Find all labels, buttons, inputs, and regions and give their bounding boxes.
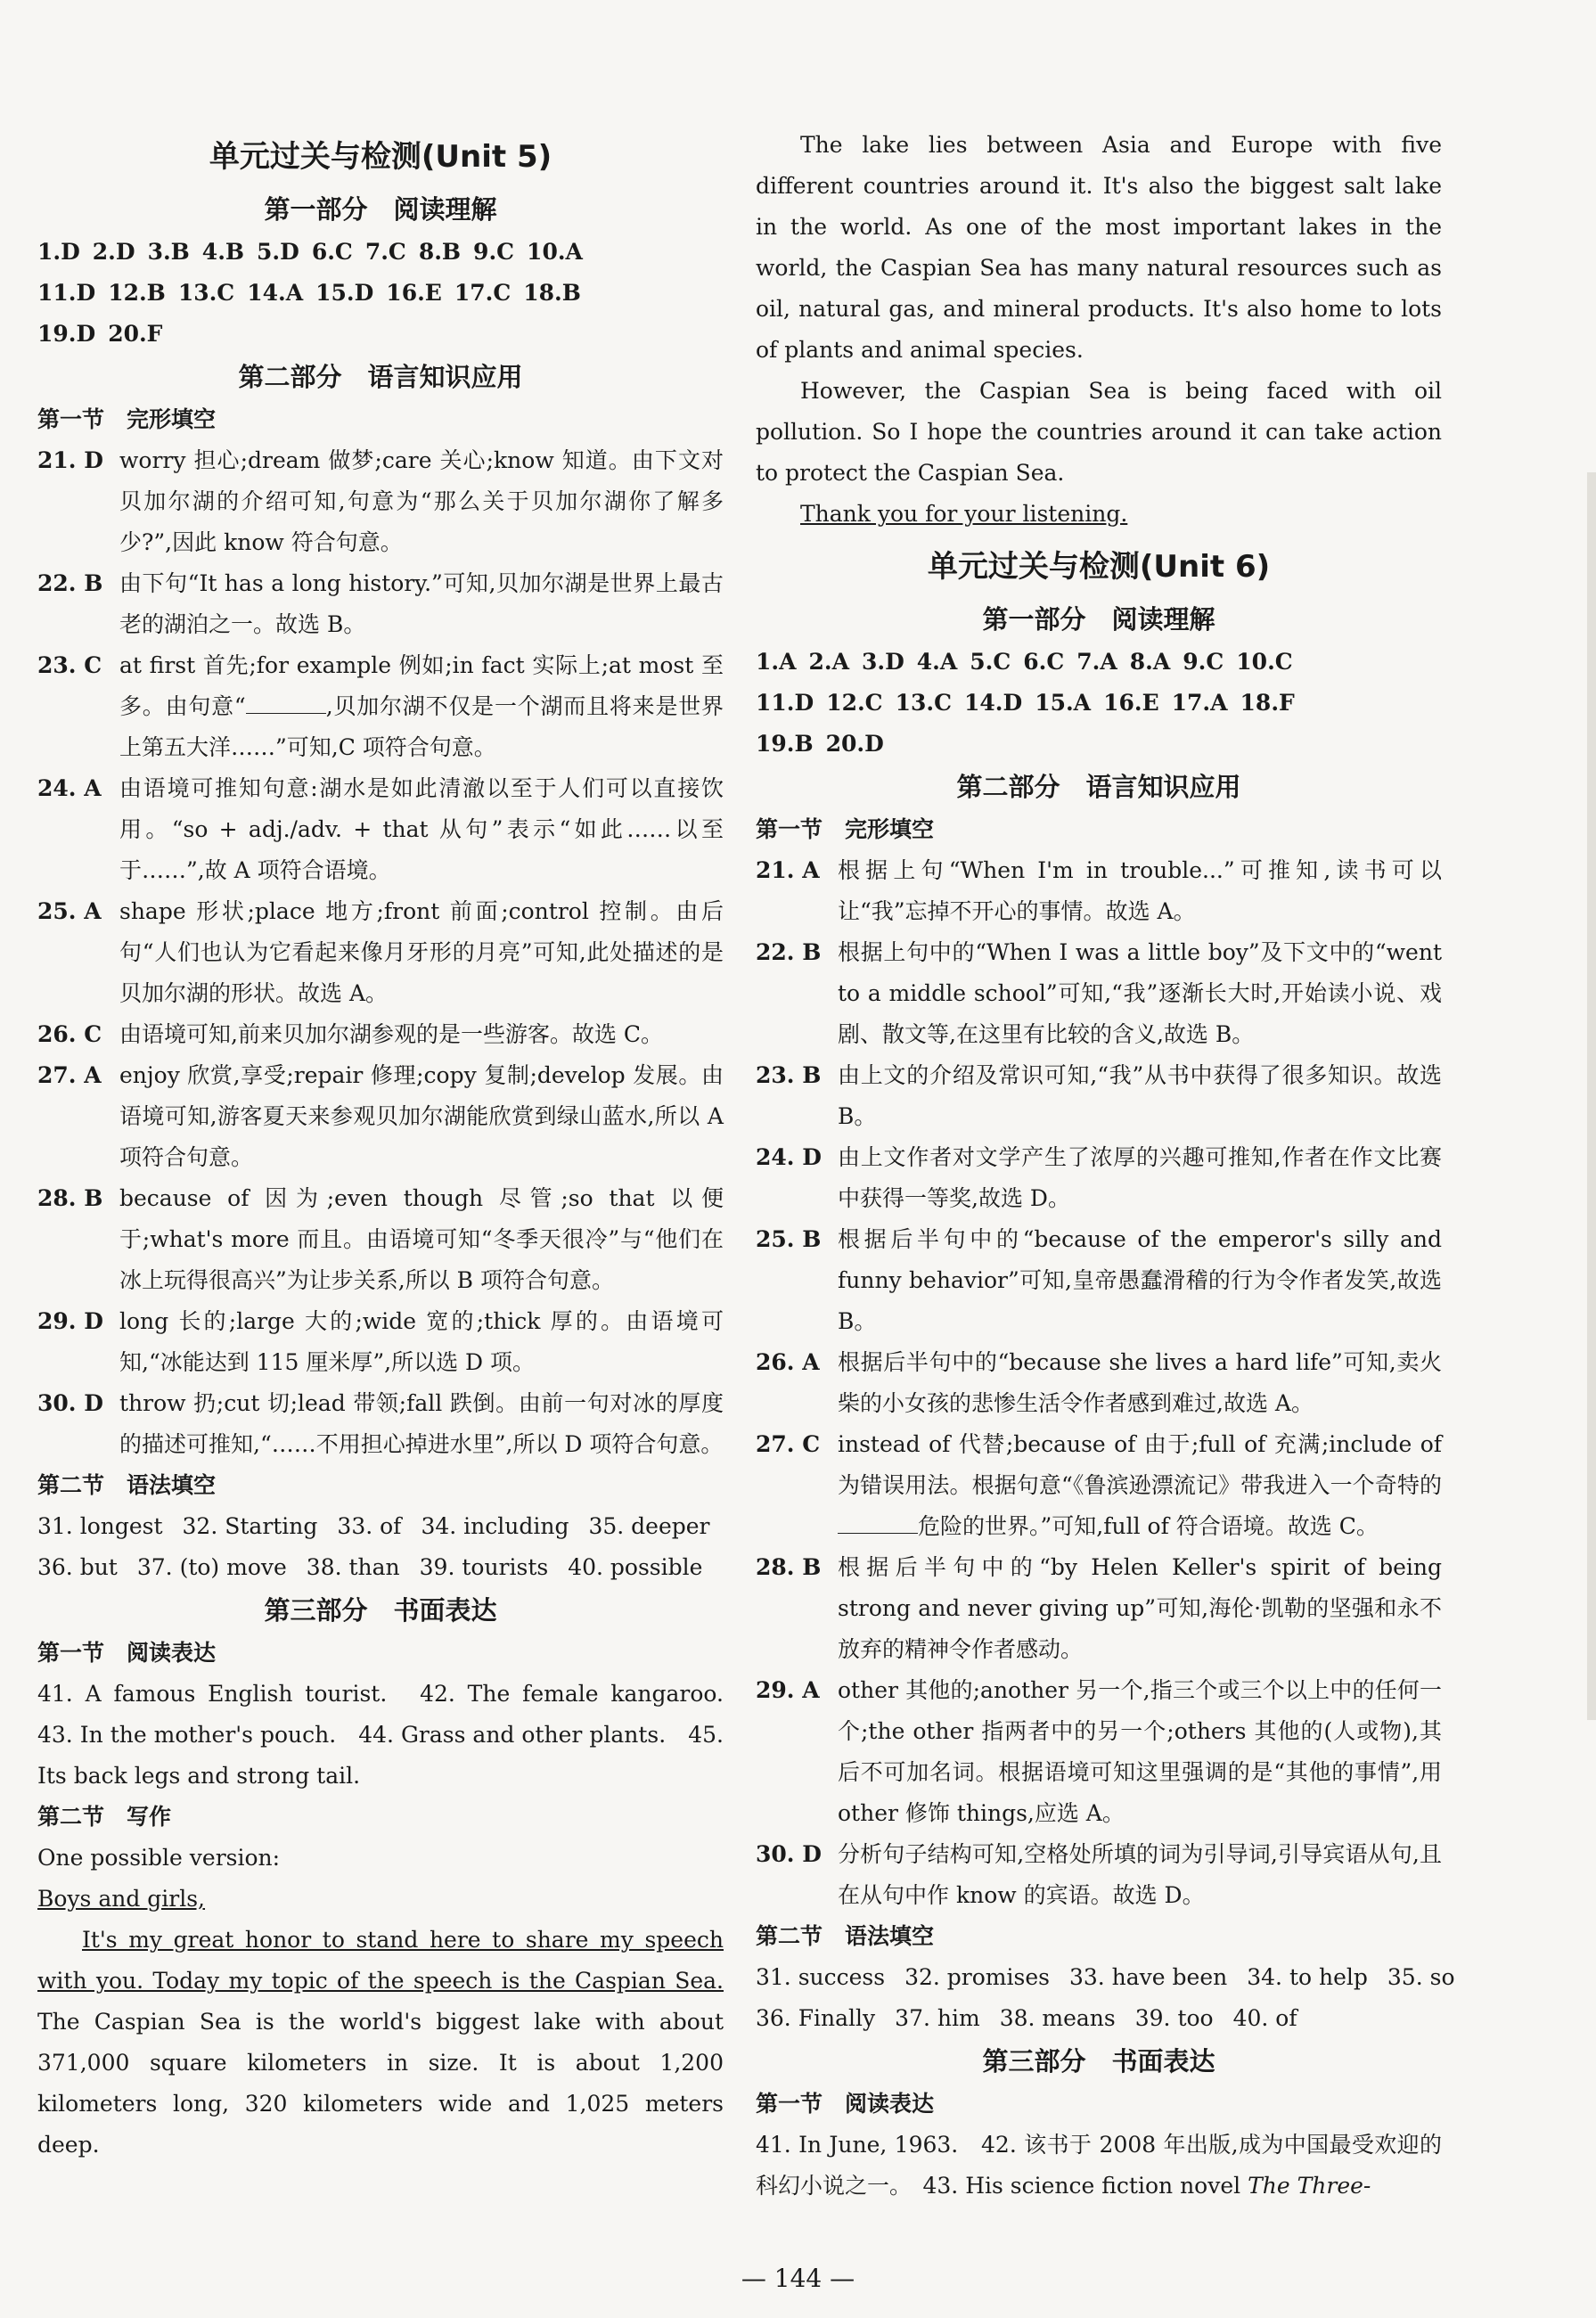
item-explanation: throw 扔;cut 切;lead 带领;fall 跌倒。由前一句对冰的厚度的描述可推知,“……不用担心掉进水里”,所以 D 项符合句意。 (119, 1390, 724, 1457)
answer: 19.B (756, 731, 814, 757)
answer: 11.D (756, 690, 814, 716)
essay-paragraph-2: The lake lies between Asia and Europe with five different countries around it. It's also the biggest salt lake in the world. As one of the most important lakes in the world, the Caspian Sea has many natural resources such as oil, natural gas, and mineral products. It's also home to lots of plants and animal species. (756, 132, 1442, 363)
unit5-cloze-title: 第一节 完形填空 (37, 406, 217, 432)
item-number: 24. D (756, 1144, 822, 1170)
grammar-answer: 40. of (1232, 2005, 1297, 2031)
reading-expression-answers: 41. A famous English tourist. 42. The female kangaroo. 43. In the mother's pouch. 44. Grass and other plants. 45. Its back legs and strong tail. (37, 1681, 747, 1789)
item-explanation (119, 645, 724, 768)
grammar-answer: 31. success (756, 1964, 886, 1990)
cloze-item (37, 1055, 724, 1178)
item-explanation: shape 形状;place 地方;front 前面;control 控制。由后句“人们也认为它看起来像月牙形的月亮”可知,此处描述的是贝加尔湖的形状。故选 A。 (119, 898, 724, 1006)
item-number: 24. A (37, 775, 102, 801)
grammar-answer: 35. deeper (588, 1513, 710, 1539)
item-explanation: 根据后半句中的“because of the emperor's silly and funny behavior”可知,皇帝愚蠢滑稽的行为令作者发笑,故选 B。 (838, 1226, 1442, 1334)
grammar-answer: 32. promises (904, 1964, 1050, 1990)
cloze-item (37, 440, 724, 563)
unit5-title: 单元过关与检测(Unit 5) (209, 139, 552, 175)
item-explanation: worry 担心;dream 做梦;care 关心;know 知道。由下文对贝加尔湖的介绍可知,句意为“那么关于贝加尔湖你了解多少?”,因此 know 符合句意。 (119, 447, 724, 555)
explanation-part: ,贝加尔湖不仅是一个湖而且将来是世界上第五大洋……”可知,C 项符合句意。 (119, 693, 724, 760)
grammar-row (37, 1547, 724, 1588)
grammar-answer: 36. Finally (756, 2005, 876, 2031)
answer-row (37, 314, 724, 355)
item-explanation: other 其他的;another 另一个,指三个或三个以上中的任何一个;the other 指两者中的另一个;others 其他的(人或物),其后不可加名词。根据语境可知这里强调的是“其他的事情”,用 other 修饰 things,应选 A。 (838, 1677, 1442, 1826)
answer: 12.C (826, 690, 883, 716)
essay-underlined: It's my great honor to stand here to share my speech with you. Today my topic of the speech is the Caspian Sea. (37, 1927, 724, 1994)
answer: 4.A (916, 649, 958, 675)
item-explanation: 由上文作者对文学产生了浓厚的兴趣可推知,作者在作文比赛中获得一等奖,故选 D。 (838, 1144, 1442, 1211)
reading-expression-answers (756, 2125, 1442, 2207)
answer: 5.C (970, 649, 1011, 675)
item-number: 26. A (756, 1349, 820, 1375)
answer: 7.C (364, 239, 406, 265)
item-explanation: long 长的;large 大的;wide 宽的;thick 厚的。由语境可知,“冰能达到 115 厘米厚”,所以选 D 项。 (119, 1308, 724, 1375)
grammar-answer: 32. Starting (182, 1513, 318, 1539)
grammar-answer: 38. than (306, 1554, 400, 1580)
grammar-answer: 39. tourists (419, 1554, 549, 1580)
explanation-part: at first 首先;for example 例如;in fact 实际上;at most 至多。由句意“ (119, 652, 724, 719)
cloze-item (756, 850, 1442, 932)
essay-paragraph-1 (37, 1920, 724, 2166)
answer: 15.A (1035, 690, 1092, 716)
item-number: 28. B (756, 1554, 822, 1580)
item-explanation: 由上文的介绍及常识可知,“我”从书中获得了很多知识。故选 B。 (838, 1062, 1442, 1129)
item-number: 29. D (37, 1308, 103, 1334)
unit6-part3-title: 第三部分 书面表达 (982, 2046, 1215, 2076)
answer: 19.D (37, 321, 96, 347)
left-column (37, 125, 747, 2166)
item-explanation: enjoy 欣赏,享受;repair 修理;copy 复制;develop 发展。由语境可知,游客夏天来参观贝加尔湖能欣赏到绿山蓝水,所以 A 项符合句意。 (119, 1062, 724, 1170)
cloze-item (756, 1219, 1442, 1342)
item-number: 23. B (756, 1062, 822, 1088)
cloze-item (756, 1137, 1442, 1219)
item-number: 22. B (37, 570, 103, 596)
unit6-grammar-title: 第二节 语法填空 (756, 1923, 935, 1949)
item-explanation: 根据上句“When I'm in trouble...”可推知,读书可以让“我”忘掉不开心的事情。故选 A。 (838, 857, 1442, 924)
blank-line (246, 692, 326, 714)
item-number: 29. A (756, 1677, 820, 1703)
answer-row (37, 232, 724, 273)
answer: 10.A (527, 239, 583, 265)
right-column (756, 125, 1455, 2207)
unit6-title: 单元过关与检测(Unit 6) (927, 549, 1271, 585)
book-title-italic: The Three- (1248, 2173, 1371, 2199)
answer: 6.C (1023, 649, 1065, 675)
grammar-row (756, 1957, 1455, 1998)
cloze-item (37, 1301, 724, 1383)
grammar-answer: 34. including (421, 1513, 569, 1539)
answer: 17.A (1171, 690, 1228, 716)
answer: 5.D (257, 239, 299, 265)
answer: 12.B (108, 280, 166, 306)
unit5-part1-title: 第一部分 阅读理解 (264, 194, 497, 225)
unit5-writing-title: 第二节 写作 (37, 1804, 172, 1830)
item-number: 22. B (756, 939, 822, 965)
item-explanation: 由语境可知,前来贝加尔湖参观的是一些游客。故选 C。 (119, 1021, 664, 1047)
item-number: 25. A (37, 898, 102, 924)
one-possible-version: One possible version: (37, 1845, 281, 1871)
answer: 14.D (964, 690, 1023, 716)
answer: 17.C (454, 280, 512, 306)
item-number: 27. A (37, 1062, 102, 1088)
answer: 11.D (37, 280, 96, 306)
answer: 2.A (808, 649, 849, 675)
answer: 15.D (315, 280, 374, 306)
item-explanation (838, 1424, 1442, 1547)
item-number: 21. D (37, 447, 103, 473)
answer: 9.C (473, 239, 515, 265)
reading-answers-text: 41. In June, 1963. 42. 该书于 2008 年出版,成为中国最受欢迎的科幻小说之一。 43. His science fiction novel (756, 2132, 1442, 2199)
cloze-item (756, 1834, 1442, 1916)
answer: 10.C (1236, 649, 1293, 675)
essay-closing (756, 494, 1442, 535)
cloze-item (37, 1383, 724, 1465)
answer: 8.A (1129, 649, 1171, 675)
answer: 8.B (418, 239, 462, 265)
item-number: 28. B (37, 1185, 103, 1211)
answer: 4.B (201, 239, 245, 265)
item-number: 30. D (756, 1841, 822, 1867)
page-edge-shadow (1587, 472, 1596, 1720)
answer: 3.B (147, 239, 190, 265)
grammar-answer: 33. of (337, 1513, 402, 1539)
answer: 1.D (37, 239, 80, 265)
answer: 18.B (523, 280, 581, 306)
cloze-item (756, 1424, 1442, 1547)
cloze-item (37, 563, 724, 645)
grammar-answer: 33. have been (1068, 1964, 1228, 1990)
answer-row (37, 273, 724, 314)
page-number: — 144 — (741, 2264, 855, 2293)
cloze-item (756, 1055, 1442, 1137)
answer: 2.D (92, 239, 135, 265)
grammar-answer: 40. possible (568, 1554, 703, 1580)
answer: 6.C (311, 239, 353, 265)
essay-text: The Caspian Sea is the world's biggest lake with about 371,000 square kilometers in size. It is about 1,200 kilometers long, 320 kilometers wide and 1,025 meters deep. (37, 2009, 724, 2158)
essay-paragraph-3: However, the Caspian Sea is being faced with oil pollution. So I hope the countries around it can take action to protect the Caspian Sea. (756, 378, 1442, 486)
unit6-cloze-title: 第一节 完形填空 (756, 816, 935, 842)
unit6-reading-answers (756, 642, 1442, 765)
answer: 18.F (1240, 690, 1295, 716)
item-explanation: 由语境可推知句意:湖水是如此清澈以至于人们可以直接饮用。“so + adj./adv. + that 从句”表示“如此……以至于……”,故 A 项符合语境。 (119, 775, 724, 883)
cloze-item (37, 1178, 724, 1301)
unit5-reading-expression-title: 第一节 阅读表达 (37, 1640, 217, 1666)
cloze-item (756, 1670, 1442, 1834)
item-number: 26. C (37, 1021, 102, 1047)
cloze-item (756, 1547, 1442, 1670)
answer: 16.E (386, 280, 442, 306)
cloze-item (37, 645, 724, 768)
grammar-answer: 34. to help (1247, 1964, 1368, 1990)
grammar-answer: 31. longest (37, 1513, 163, 1539)
answer: 9.C (1183, 649, 1224, 675)
explanation-part: 危险的世界。”可知,full of 符合语境。故选 C。 (918, 1513, 1379, 1539)
grammar-answer: 36. but (37, 1554, 118, 1580)
grammar-row (756, 1998, 1442, 2039)
answer-row (756, 683, 1442, 724)
unit6-part2-title: 第二部分 语言知识应用 (956, 772, 1241, 802)
item-number: 30. D (37, 1390, 103, 1416)
answer: 16.E (1103, 690, 1159, 716)
item-explanation: 根据上句中的“When I was a little boy”及下文中的“went to a middle school”可知,“我”逐渐长大时,开始读小说、戏剧、散文等,在这里有比较的含义,故选 B。 (838, 939, 1442, 1047)
answer-row (756, 724, 1442, 765)
cloze-item (37, 1014, 724, 1055)
item-explanation: because of 因为;even though 尽管;so that 以便于;what's more 而且。由语境可知“冬季天很冷”与“他们在冰上玩得很高兴”为让步关系,所以 B 项符合句意。 (119, 1185, 724, 1293)
essay-closing-text: Thank you for your listening. (800, 501, 1128, 527)
unit5-part3-title: 第三部分 书面表达 (264, 1595, 497, 1626)
grammar-answer: 37. (to) move (136, 1554, 287, 1580)
item-explanation: 根据后半句中的“by Helen Keller's spirit of being strong and never giving up”可知,海伦·凯勒的坚强和永不放弃的精神令作者感动。 (838, 1554, 1442, 1662)
cloze-item (756, 1342, 1442, 1424)
answer: 13.C (177, 280, 235, 306)
answer: 20.D (825, 731, 884, 757)
item-number: 21. A (756, 857, 820, 883)
cloze-item (756, 932, 1442, 1055)
item-number: 25. B (756, 1226, 822, 1252)
grammar-row (37, 1506, 724, 1547)
grammar-answer: 35. so (1387, 1964, 1455, 1990)
answer: 20.F (108, 321, 163, 347)
essay-greeting: Boys and girls, (37, 1886, 206, 1912)
unit5-reading-answers (37, 232, 724, 355)
cloze-item (37, 891, 724, 1014)
item-explanation: 由下句“It has a long history.”可知,贝加尔湖是世界上最古老的湖泊之一。故选 B。 (119, 570, 724, 637)
answer: 3.D (862, 649, 904, 675)
answer: 14.A (247, 280, 304, 306)
grammar-answer: 37. him (895, 2005, 980, 2031)
unit5-part2-title: 第二部分 语言知识应用 (238, 362, 523, 392)
item-explanation: 根据后半句中的“because she lives a hard life”可知,卖火柴的小女孩的悲惨生活令作者感到难过,故选 A。 (838, 1349, 1442, 1416)
item-number: 27. C (756, 1431, 821, 1457)
unit6-reading-expression-title: 第一节 阅读表达 (756, 2091, 935, 2117)
answer: 13.C (895, 690, 952, 716)
explanation-part: instead of 代替;because of 由于;full of 充满;include of 为错误用法。根据句意“《鲁滨逊漂流记》带我进入一个奇特的 (838, 1431, 1442, 1498)
unit5-grammar-title: 第二节 语法填空 (37, 1472, 217, 1498)
blank-line (838, 1511, 918, 1534)
cloze-item (37, 768, 724, 891)
answer-row (756, 642, 1442, 683)
answer: 7.A (1076, 649, 1117, 675)
item-explanation: 分析句子结构可知,空格处所填的词为引导词,引导宾语从句,且在从句中作 know 的宾语。故选 D。 (838, 1841, 1442, 1908)
unit6-part1-title: 第一部分 阅读理解 (982, 604, 1215, 635)
grammar-answer: 39. too (1134, 2005, 1214, 2031)
answer: 1.A (756, 649, 797, 675)
grammar-answer: 38. means (999, 2005, 1116, 2031)
item-number: 23. C (37, 652, 102, 678)
